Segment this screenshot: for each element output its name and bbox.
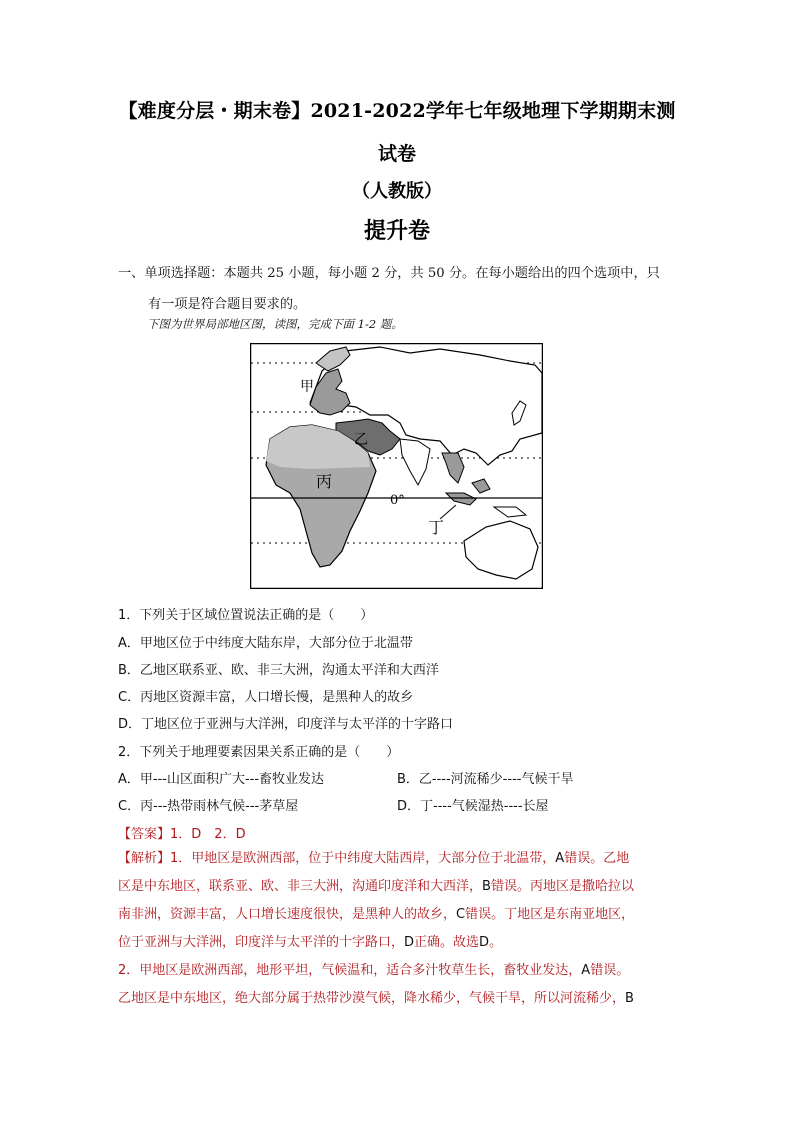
q1-option-d: D．丁地区位于亚洲与大洋洲，印度洋与太平洋的十字路口 xyxy=(118,717,454,732)
q2-option-c: C．丙---热带雨林气候---茅草屋 xyxy=(118,799,299,814)
analysis-text: 错误。丁地区是东南亚地区， xyxy=(465,907,635,922)
analysis-option-ref: B xyxy=(482,879,491,894)
analysis-text: 2．甲地区是欧洲西部，地形平坦，气候温和，适合多汁牧草生长，畜牧业发达， xyxy=(118,963,582,978)
map-label-jia: 甲 xyxy=(300,379,314,395)
analysis-line6 xyxy=(118,985,680,1013)
map-label-bing: 丙 xyxy=(316,472,333,491)
analysis-line5 xyxy=(118,957,680,985)
world-region-map xyxy=(250,343,543,589)
q2-option-a: A．甲---山区面积广大---畜牧业发达 xyxy=(118,772,325,787)
analysis-line2 xyxy=(118,873,680,901)
analysis-text: 。 xyxy=(489,935,503,950)
q1-option-b: B．乙地区联系亚、欧、非三大洲，沟通太平洋和大西洋 xyxy=(118,663,439,678)
analysis-line3 xyxy=(118,901,680,929)
q2-stem: 2．下列关于地理要素因果关系正确的是（ ） xyxy=(118,745,400,760)
analysis-line4 xyxy=(118,929,680,957)
q1-option-a: A．甲地区位于中纬度大陆东岸，大部分位于北温带 xyxy=(118,636,413,651)
doc-title-line2: 试卷 xyxy=(377,143,416,165)
q2-option-b: B．乙----河流稀少----气候干旱 xyxy=(397,772,574,787)
analysis-text: 区是中东地区，联系亚、欧、非三大洲，沟通印度洋和大西洋， xyxy=(118,879,483,894)
answer-label: 【答案】 xyxy=(118,827,171,842)
analysis-label: 【解析】 xyxy=(118,851,171,866)
analysis-option-ref: D xyxy=(479,935,490,950)
analysis-line1 xyxy=(118,845,680,873)
analysis-text: 错误。乙地 xyxy=(564,851,630,866)
q1-stem: 1．下列关于区域位置说法正确的是（ ） xyxy=(118,608,374,623)
analysis-option-ref: A xyxy=(555,851,565,866)
analysis-option-ref: D xyxy=(404,935,415,950)
doc-subtitle: 提升卷 xyxy=(363,218,430,244)
analysis-option-ref: C xyxy=(456,907,466,922)
instr-line2: 有一项是符合题目要求的。 xyxy=(148,297,307,312)
analysis-text: 乙地区是中东地区，绝大部分属于热带沙漠气候，降水稀少，气候干旱，所以河流稀少， xyxy=(118,991,626,1006)
doc-title-line3: （人教版） xyxy=(352,181,442,202)
map-label-yi: 乙 xyxy=(354,432,368,448)
q2-option-d: D．丁----气候湿热----长屋 xyxy=(397,799,549,814)
analysis-text: 位于亚洲与大洋洲，印度洋与太平洋的十字路口， xyxy=(118,935,405,950)
answer-text: 1．D 2．D xyxy=(170,827,246,842)
analysis-option-ref: A xyxy=(581,963,591,978)
analysis-text: 1．甲地区是欧洲西部，位于中纬度大陆西岸，大部分位于北温带， xyxy=(170,851,556,866)
analysis-text: 正确。故选 xyxy=(414,935,480,950)
answer-block xyxy=(118,823,246,842)
analysis-block xyxy=(118,845,680,1013)
analysis-text: 错误。丙地区是撒哈拉以 xyxy=(490,879,634,894)
question-intro: 下图为世界局部地区图，读图，完成下面 1-2 题。 xyxy=(147,317,403,331)
map-equator-label: 0° xyxy=(390,493,405,508)
analysis-text: 南非洲，资源丰富，人口增长速度很快，是黑种人的故乡， xyxy=(118,907,457,922)
instr-line1: 一、单项选择题：本题共 25 小题，每小题 2 分，共 50 分。在每小题给出的四个选项中，只 xyxy=(118,266,660,281)
analysis-option-ref: B xyxy=(625,991,634,1006)
analysis-text: 错误。 xyxy=(590,963,630,978)
doc-title-line1: 【难度分层・期末卷】2021-2022学年七年级地理下学期期末测 xyxy=(118,100,676,122)
q1-option-c: C．丙地区资源丰富，人口增长慢，是黑种人的故乡 xyxy=(118,690,414,705)
map-label-ding: 丁 xyxy=(428,518,445,537)
section-instructions xyxy=(118,258,698,320)
